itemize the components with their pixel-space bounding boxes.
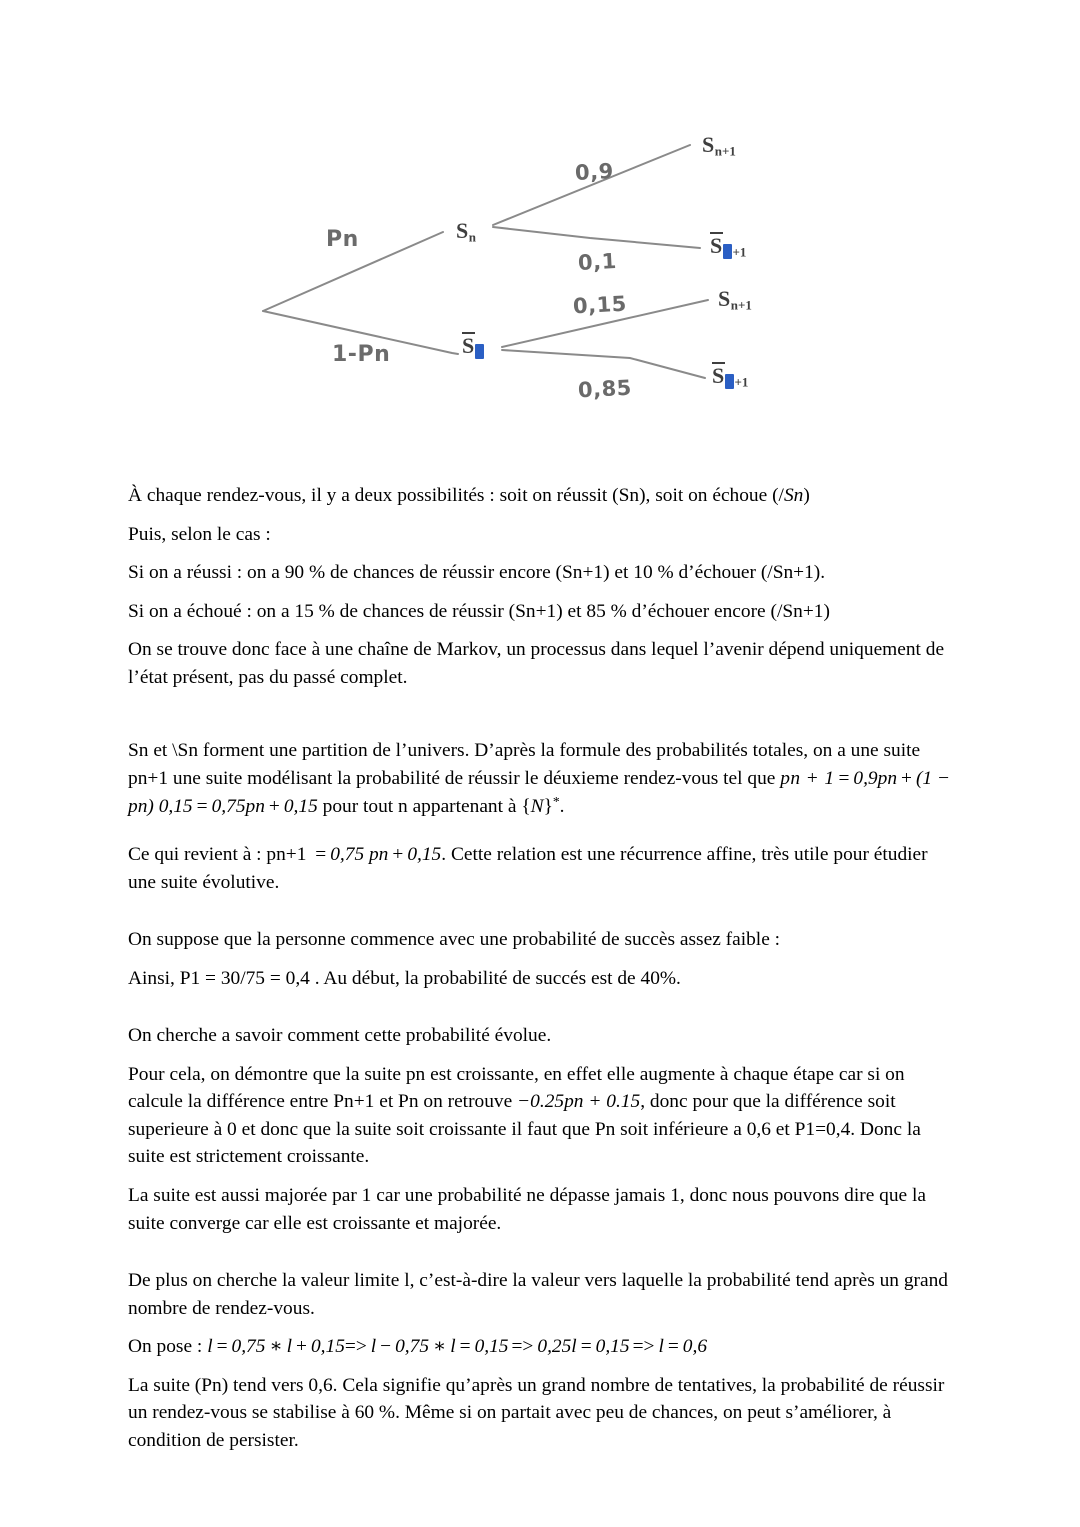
partition-text-c: } — [543, 796, 553, 818]
partition-eq-2: = — [196, 796, 208, 818]
recurrence-plus: + — [392, 844, 404, 866]
limit-pose-lead: On pose : — [128, 1336, 208, 1358]
node-sn-base: S — [456, 218, 469, 243]
recurrence-term-a: 0,75 pn — [330, 844, 389, 866]
limit-l5: l — [658, 1336, 664, 1358]
tree-node-sn1-bar-lower — [712, 362, 748, 390]
partition-plus-1: + — [901, 767, 912, 789]
partition-formula-2: 0,9pn — [853, 767, 898, 789]
branch-sn-to-snbar1 — [493, 227, 700, 248]
node-sn1bar-lower-subscript: n — [725, 374, 734, 390]
increasing-proof-math: −0.25pn + 0.15 — [517, 1091, 641, 1113]
limit-arrow1: => — [344, 1336, 367, 1358]
paragraph-limit-intro: De plus on cherche la valeur limite l, c’est-à-dire la valeur vers laquelle la probabilité tend après un grand nombre de rendez-vous. — [128, 1270, 948, 1319]
limit-v2: 0,15 — [310, 1336, 345, 1358]
intro-line1-text: À chaque rendez-vous, il y a deux possibilités : soit on réussit (Sn), soit on échoue (/ — [128, 485, 784, 506]
node-sn1-bottom-base: S — [718, 286, 731, 311]
limit-v6: 0,15 — [595, 1336, 630, 1358]
node-sn1bar-lower-suffix: +1 — [734, 374, 749, 390]
partition-star: * — [552, 794, 560, 810]
node-sn1-top-subscript: n+1 — [714, 143, 736, 159]
tree-node-sn — [456, 218, 476, 245]
limit-l4: l — [450, 1336, 456, 1358]
node-snbar-base: S — [462, 333, 475, 358]
initial-value-pre: Ainsi, P1 = 30 — [128, 967, 241, 989]
document-body — [128, 482, 960, 1465]
paragraph-intro-line3: Si on a réussi : on a 90 % de chances de réussir encore (Sn+1) et 10 % d’échouer (/Sn+1). — [128, 562, 826, 584]
limit-l2: l — [286, 1336, 293, 1358]
paragraph-initial-value — [128, 965, 960, 993]
increasing-proof-post: , donc pour que la différence soit superieure à 0 et donc que la suite soit croissante il faut que Pn soit inférieure a 0,6 et P1=0,4. Donc la suite est strictement croissante. — [128, 1091, 921, 1168]
partition-plus-2: + — [268, 796, 280, 818]
tree-prob-0-9: 0,9 — [574, 159, 615, 185]
partition-text-a: Sn et \Sn forment une partition de l’univers. D’après la formule des probabilités totales, on a une suite pn+1 une suite modélisant la probabilité de réussir le déuxieme rendez-vous tel que — [128, 740, 921, 789]
probability-tree-diagram — [240, 110, 820, 420]
limit-v5: 0,25l — [537, 1336, 577, 1358]
node-sn1bar-upper-suffix: +1 — [732, 244, 747, 260]
node-sn1-top-base: S — [702, 132, 715, 157]
limit-op4: = — [580, 1336, 592, 1358]
paragraph-intro-line2: Puis, selon le cas : — [128, 523, 271, 545]
partition-formula-3: (1 − pn) 0,15 — [128, 767, 951, 818]
node-sn1-bottom-subscript: n+1 — [730, 297, 752, 313]
paragraph-bounded-convergence: La suite est aussi majorée par 1 car une probabilité ne dépasse jamais 1, donc nous pouvons dire que la suite converge car elle est croissante et majorée. — [128, 1184, 927, 1234]
limit-minus: − — [380, 1336, 392, 1358]
limit-l3: l — [370, 1336, 377, 1358]
recurrence-term-b: 0,15 — [407, 844, 442, 866]
limit-v7: 0,6 — [682, 1336, 708, 1358]
tree-branch-label-pn: Pn — [326, 227, 359, 252]
limit-arrow3: => — [632, 1336, 655, 1358]
partition-formula-5: 0,15 — [283, 796, 318, 818]
limit-l1: l — [207, 1336, 213, 1358]
tree-node-sn1-bottom — [718, 286, 752, 313]
node-sn-subscript: n — [468, 229, 476, 245]
tree-prob-0-85: 0,85 — [577, 375, 633, 403]
paragraph-recurrence — [128, 841, 960, 896]
increasing-proof-pre: Pour cela, on démontre que la suite pn est croissante, en effet elle augmente à chaque étape car si on calcule la différence entre Pn+1 et Pn on retrouve — [128, 1063, 905, 1113]
tree-node-sn1-bar-upper — [710, 232, 746, 260]
paragraph-evolution-question: On cherche a savoir comment cette probabilité évolue. — [128, 1025, 552, 1047]
tree-node-sn-bar — [462, 332, 484, 360]
partition-formula-1: pn + 1 — [780, 767, 835, 789]
initial-value-slash: / — [240, 967, 246, 989]
initial-value-post: 75 = 0,4 . Au début, la probabilité de succés est de 40%. — [245, 967, 681, 989]
paragraph-intro-line1 — [128, 482, 960, 510]
tree-prob-0-15: 0,15 — [572, 291, 628, 319]
tree-node-sn1-top — [702, 132, 736, 159]
node-snbar-subscript: n — [475, 344, 484, 360]
limit-v4: 0,15 — [474, 1336, 509, 1358]
branch-snbar-to-snbar1 — [502, 350, 705, 378]
paragraph-limit-equation — [128, 1333, 960, 1361]
partition-formula-4: 0,75pn — [211, 796, 265, 818]
limit-op1: = — [216, 1336, 228, 1358]
partition-set-n: N — [530, 796, 544, 818]
limit-v3: 0,75 — [395, 1336, 430, 1358]
paragraph-intro-line4: Si on a échoué : on a 15 % de chances de réussir (Sn+1) et 85 % d’échouer encore (/Sn+1) — [128, 600, 830, 622]
limit-op5: = — [667, 1336, 679, 1358]
partition-text-d: . — [559, 796, 565, 818]
partition-text-b: pour tout n appartenant à { — [317, 796, 531, 818]
paragraph-markov-chain: On se trouve donc face à une chaîne de Markov, un processus dans lequel l’avenir dépend uniquement de l’état présent, pas du passé complet. — [128, 639, 945, 688]
paragraph-increasing-proof — [128, 1061, 960, 1171]
paragraph-conclusion: La suite (Pn) tend vers 0,6. Cela signifie qu’après un grand nombre de tentatives, la probabilité de réussir un rendez-vous se stabilise à 60 %. Même si on partait avec peu de chances, on peut s’améliorer, à condition de persister. — [128, 1374, 945, 1451]
limit-v1: 0,75 — [231, 1336, 266, 1358]
limit-star1: ∗ — [269, 1336, 283, 1358]
tree-prob-0-1: 0,1 — [577, 249, 618, 275]
node-sn1bar-upper-subscript: n — [723, 244, 732, 260]
recurrence-lead: Ce qui revient à : pn+1 — [128, 844, 312, 866]
intro-line1-math: Sn — [783, 485, 804, 506]
paragraph-partition — [128, 737, 960, 821]
limit-arrow2: => — [511, 1336, 534, 1358]
node-sn1bar-lower-base: S — [712, 363, 725, 388]
recurrence-eq: = — [315, 844, 327, 866]
limit-star2: ∗ — [433, 1336, 447, 1358]
limit-op3: = — [459, 1336, 471, 1358]
paragraph-initial-assumption: On suppose que la personne commence avec une probabilité de succès assez faible : — [128, 929, 781, 951]
recurrence-tail: . Cette relation est une récurrence affine, très utile pour étudier une suite évolutive. — [128, 844, 928, 893]
limit-op2: + — [296, 1336, 307, 1358]
partition-eq-1: = — [838, 767, 850, 789]
intro-line1-end: ) — [803, 485, 810, 506]
node-sn1bar-upper-base: S — [710, 233, 723, 258]
tree-branch-label-1-pn: 1-Pn — [332, 342, 391, 367]
branch-sn-to-sn1 — [493, 145, 690, 225]
